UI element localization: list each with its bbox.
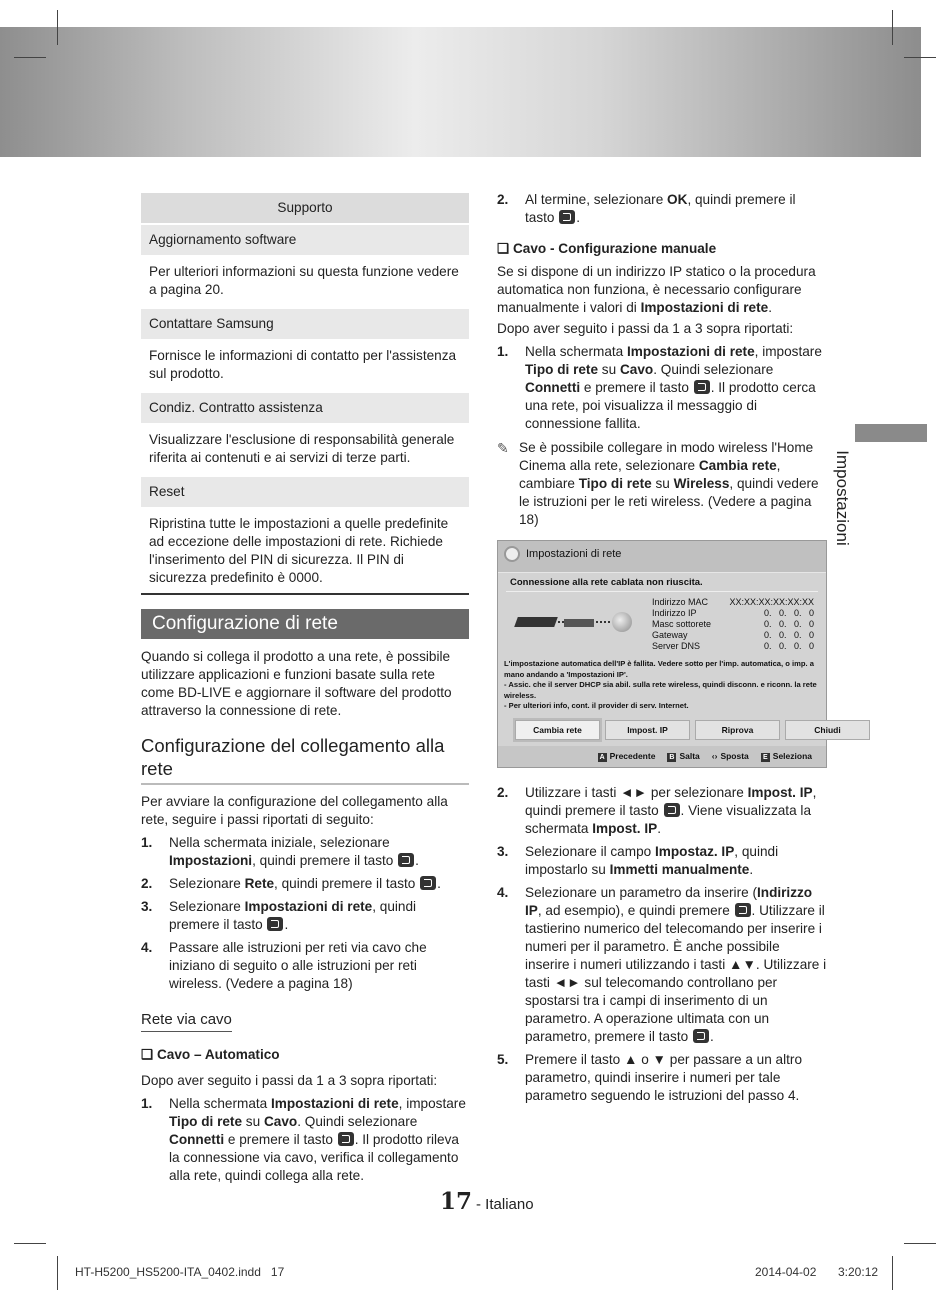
- arrows-icon: ‹›: [711, 751, 718, 761]
- header-band: [0, 27, 921, 157]
- step-item: [141, 1095, 469, 1185]
- step-number: 2.: [497, 785, 509, 800]
- step-number: 2.: [141, 876, 153, 891]
- support-item-desc: Visualizzare l'esclusione di responsabilità generale riferita ai contenuti e ai servizi di terze parti.: [149, 432, 455, 465]
- subsection-heading: Configurazione del collegamento alla rete: [141, 734, 469, 785]
- setup-steps: [141, 834, 469, 993]
- enter-button-icon: [693, 1029, 709, 1043]
- step-item: [497, 191, 827, 227]
- enter-key-icon: E: [761, 753, 770, 762]
- retry-button[interactable]: Riprova: [695, 720, 780, 740]
- close-button[interactable]: Chiudi: [785, 720, 870, 740]
- info-row: Indirizzo IP 0. 0. 0. 0: [652, 608, 814, 618]
- slug-time: 3:20:12: [838, 1265, 879, 1279]
- info-row: Indirizzo MAC XX:XX:XX:XX:XX:XX: [652, 597, 814, 607]
- step-item: [497, 1051, 827, 1105]
- step-number: 1.: [141, 1096, 153, 1111]
- auto-intro: Dopo aver seguito i passi da 1 a 3 sopra riportati:: [141, 1073, 438, 1088]
- enter-button-icon: [664, 803, 680, 817]
- step-number: 4.: [141, 940, 153, 955]
- screen-buttons: [515, 720, 870, 740]
- crop-mark: [14, 57, 46, 58]
- screen-help-text: L'impostazione automatica dell'IP è fallita. Vedere sotto per l'imp. automatica, o imp. a mano andando a 'Impostazioni IP'. - Assic. che il server DHCP sia abil. sulla rete wireless, quindi disconn. e riconn. la rete wireless. - Per ulteriori info, cont. il provider di serv. Internet.: [504, 659, 817, 710]
- step-item: [141, 939, 469, 993]
- b-key-icon: B: [669, 754, 675, 761]
- side-tab-marker: [855, 424, 927, 442]
- step-text: Selezionare Impostazioni di rete, quindi premere il tasto .: [169, 899, 417, 932]
- network-info: [652, 597, 814, 652]
- section-intro: Quando si collega il prodotto a una rete, è possibile utilizzare applicazioni e funzioni basate sulla rete come BD-LIVE e aggiornare il software del prodotto attraverso la connessione di rete.: [141, 649, 452, 718]
- step-text: Nella schermata Impostazioni di rete, impostare Tipo di rete su Cavo. Quindi selezionare Connetti e premere il tasto . Il prodotto rileva la connessione via cavo, verifica il collegamento alla rete, quindi collega alla rete.: [169, 1096, 466, 1183]
- step-number: 3.: [497, 844, 509, 859]
- hint-item: E Seleziona: [761, 751, 812, 762]
- gear-icon: [504, 546, 520, 562]
- enter-button-icon: [735, 903, 751, 917]
- step-text: Selezionare il campo Impostaz. IP, quindi impostarlo su Immetti manualmente.: [525, 844, 779, 877]
- info-row: Gateway 0. 0. 0. 0: [652, 630, 814, 640]
- step-text: Passare alle istruzioni per reti via cavo che iniziano di seguito o alle istruzioni per reti wireless. (Vedere a pagina 18): [169, 940, 427, 991]
- connection-line: [596, 621, 610, 623]
- crop-mark: [892, 1256, 893, 1290]
- section-title: Configurazione di rete: [141, 609, 469, 639]
- manual-heading: ❑ Cavo - Configurazione manuale: [497, 241, 717, 256]
- enter-button-icon: [559, 210, 575, 224]
- player-icon: [514, 617, 558, 627]
- note: [497, 439, 827, 529]
- network-diagram: [516, 611, 634, 637]
- support-table-heading: Supporto: [141, 193, 469, 223]
- network-settings-screen: [497, 540, 841, 768]
- crop-mark: [14, 1243, 46, 1244]
- slug-date: 2014-04-02: [755, 1265, 817, 1279]
- manual-intro: Se si dispone di un indirizzo IP statico o la procedura automatica non funziona, è necessario configurare manualmente i valori di Impostazioni di rete.: [497, 264, 816, 315]
- ip-settings-button[interactable]: Impost. IP: [605, 720, 690, 740]
- step-item: [141, 898, 469, 934]
- step-number: 2.: [497, 192, 509, 207]
- enter-button-icon: [398, 853, 414, 867]
- auto-heading: ❑ Cavo – Automatico: [141, 1047, 280, 1062]
- divider: [506, 591, 818, 592]
- internet-globe-icon: [612, 612, 632, 632]
- crop-mark: [57, 1256, 58, 1290]
- support-item-desc: Fornisce le informazioni di contatto per l'assistenza sul prodotto.: [149, 348, 457, 381]
- right-column: [497, 191, 841, 1105]
- page-number: 17: [440, 1188, 473, 1215]
- step-text: Nella schermata Impostazioni di rete, impostare Tipo di rete su Cavo. Quindi selezionare Connetti e premere il tasto . Il prodotto cerca una rete, poi visualizza il messaggio di connessione fallita.: [525, 344, 822, 431]
- screen-hint-bar: [498, 746, 826, 767]
- manual-intro-2: Dopo aver seguito i passi da 1 a 3 sopra riportati:: [497, 321, 794, 336]
- step-item: [497, 343, 827, 433]
- step-text: Selezionare un parametro da inserire (Indirizzo IP, ad esempio), e quindi premere . Utilizzare il tastierino numerico del telecomando per inserire i numeri per il parametro. È anche possibile inserire i numeri utilizzando i tasti ▲▼. Utilizzare i tasti ◄► sul telecomando controllano per spostarsi tra i campi di inserimento di un parametro. A operazione ultimata con un parametro, premere il tasto .: [525, 885, 827, 1044]
- support-item-desc: Per ulteriori informazioni su questa funzione vedere a pagina 20.: [149, 264, 459, 297]
- hint-item: A Precedente: [599, 751, 656, 761]
- subsection-intro: Per avviare la configurazione del collegamento alla rete, seguire i passi riportati di seguito:: [141, 794, 448, 827]
- support-item-title: Aggiornamento software: [141, 225, 469, 255]
- screen-title-bar: [498, 541, 826, 573]
- crop-mark: [57, 10, 58, 45]
- hint-item: B Salta: [669, 751, 700, 761]
- step-item: [141, 875, 469, 893]
- a-key-icon: A: [599, 754, 605, 761]
- step-text: Premere il tasto ▲ o ▼ per passare a un altro parametro, quindi inserire i numeri per tale parametro seguendo le istruzioni del passo 4.: [525, 1052, 803, 1103]
- info-row: Masc sottorete 0. 0. 0. 0: [652, 619, 814, 629]
- enter-button-icon: [338, 1132, 354, 1146]
- info-row: Server DNS 0. 0. 0. 0: [652, 641, 814, 651]
- screen-message: Connessione alla rete cablata non riuscita.: [510, 577, 703, 588]
- crop-mark: [904, 57, 936, 58]
- step-text: Utilizzare i tasti ◄► per selezionare Impost. IP, quindi premere il tasto . Viene visualizzata la schermata Impost. IP.: [525, 785, 817, 836]
- step-item: [497, 784, 827, 838]
- page-footer: [440, 1188, 534, 1215]
- enter-button-icon: [694, 380, 710, 394]
- note-text: Se è possibile collegare in modo wireless l'Home Cinema alla rete, selezionare Cambia rete, cambiare Tipo di rete su Wireless, quindi vedere le istruzioni per le reti wireless. (Vedere a pagina 18): [519, 440, 819, 527]
- left-column: [141, 193, 469, 1185]
- auto-steps: [141, 1095, 469, 1185]
- hint-item: ‹› Sposta: [711, 751, 749, 761]
- step-number: 1.: [141, 835, 153, 850]
- page-language: - Italiano: [476, 1196, 534, 1213]
- step-number: 3.: [141, 899, 153, 914]
- step-item: [141, 834, 469, 870]
- step-number: 4.: [497, 885, 509, 900]
- crop-mark: [904, 1243, 936, 1244]
- enter-button-icon: [420, 876, 436, 890]
- step-text: Nella schermata iniziale, selezionare Impostazioni, quindi premere il tasto .: [169, 835, 419, 868]
- screen-title: Impostazioni di rete: [526, 548, 622, 560]
- step-item: [497, 884, 827, 1046]
- step-number: 1.: [497, 344, 509, 359]
- wired-network-heading: Rete via cavo: [141, 1011, 232, 1032]
- side-section-label: Impostazioni: [833, 450, 852, 546]
- change-network-button[interactable]: Cambia rete: [515, 720, 600, 740]
- support-item-title: Contattare Samsung: [141, 309, 469, 339]
- enter-button-icon: [267, 917, 283, 931]
- step-item: [497, 843, 827, 879]
- router-icon: [564, 619, 594, 627]
- step-text: Selezionare Rete, quindi premere il tasto .: [169, 876, 441, 891]
- pencil-icon: ✎: [497, 440, 509, 456]
- step-number: 5.: [497, 1052, 509, 1067]
- support-item-title: Reset: [141, 477, 469, 507]
- support-item-title: Condiz. Contratto assistenza: [141, 393, 469, 423]
- step-text: Al termine, selezionare OK, quindi premere il tasto .: [525, 192, 796, 225]
- crop-mark: [892, 10, 893, 45]
- slug-filename: HT-H5200_HS5200-ITA_0402.indd 17: [75, 1265, 285, 1279]
- support-item-desc: Ripristina tutte le impostazioni a quelle predefinite ad eccezione delle impostazioni di rete. Richiede l'inserimento del PIN di sicurezza. Il PIN di sicurezza predefinito è 0000.: [141, 507, 469, 595]
